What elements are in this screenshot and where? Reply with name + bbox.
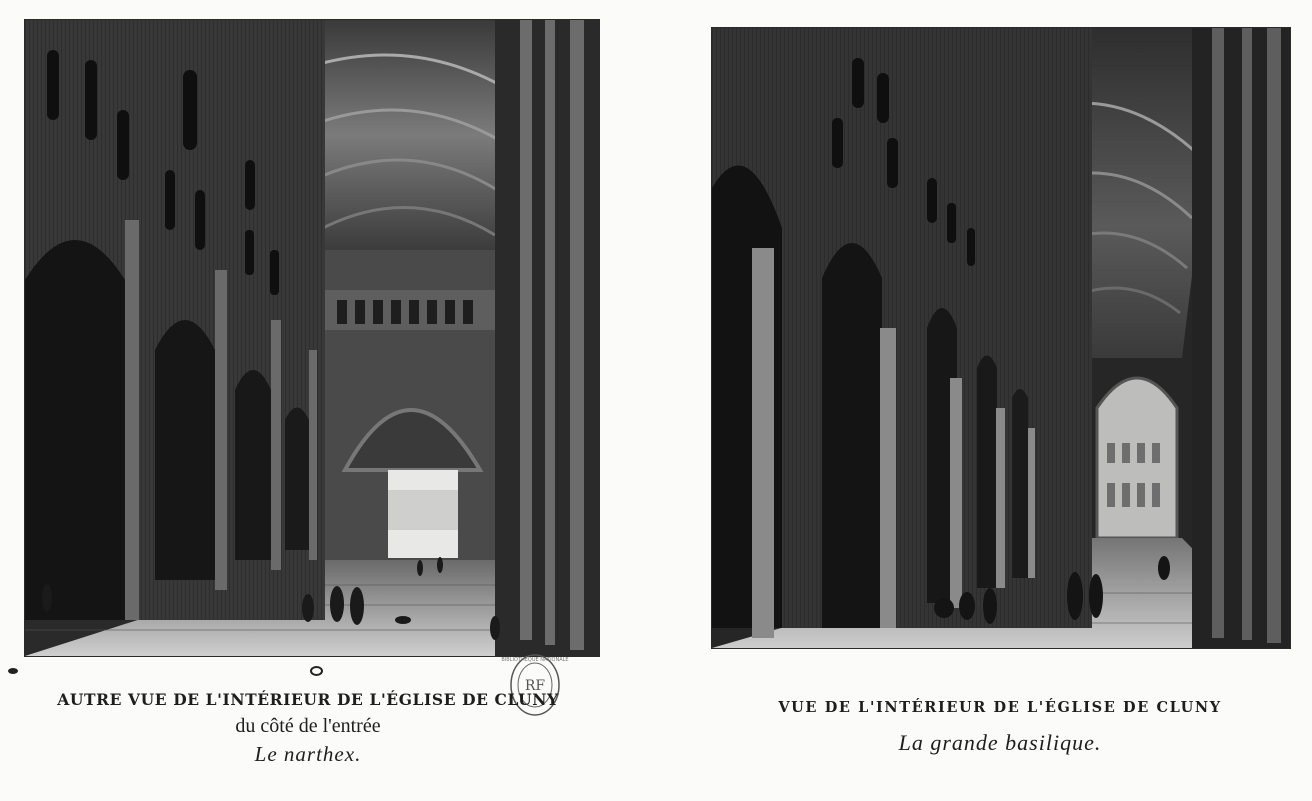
caption-narthex [8, 690, 608, 768]
plate-italic-caption: La grande basilique. [898, 729, 1102, 755]
plate-subtitle: du côté de l'entrée [235, 714, 381, 737]
narthex-engraving [25, 20, 599, 656]
basilica-engraving [712, 28, 1290, 648]
stamp-text: RF [524, 678, 546, 694]
plate-title: AUTRE VUE DE L'INTÉRIEUR DE L'ÉGLISE DE CLUNY [57, 690, 559, 709]
plate-title: VUE DE L'INTÉRIEUR DE L'ÉGLISE DE CLUNY [778, 699, 1222, 716]
caption-basilica [700, 698, 1300, 757]
plate-italic-caption: Le narthex. [254, 741, 362, 766]
stamp-ring-text: BIBLIOTHÈQUE NATIONALE [501, 657, 569, 663]
